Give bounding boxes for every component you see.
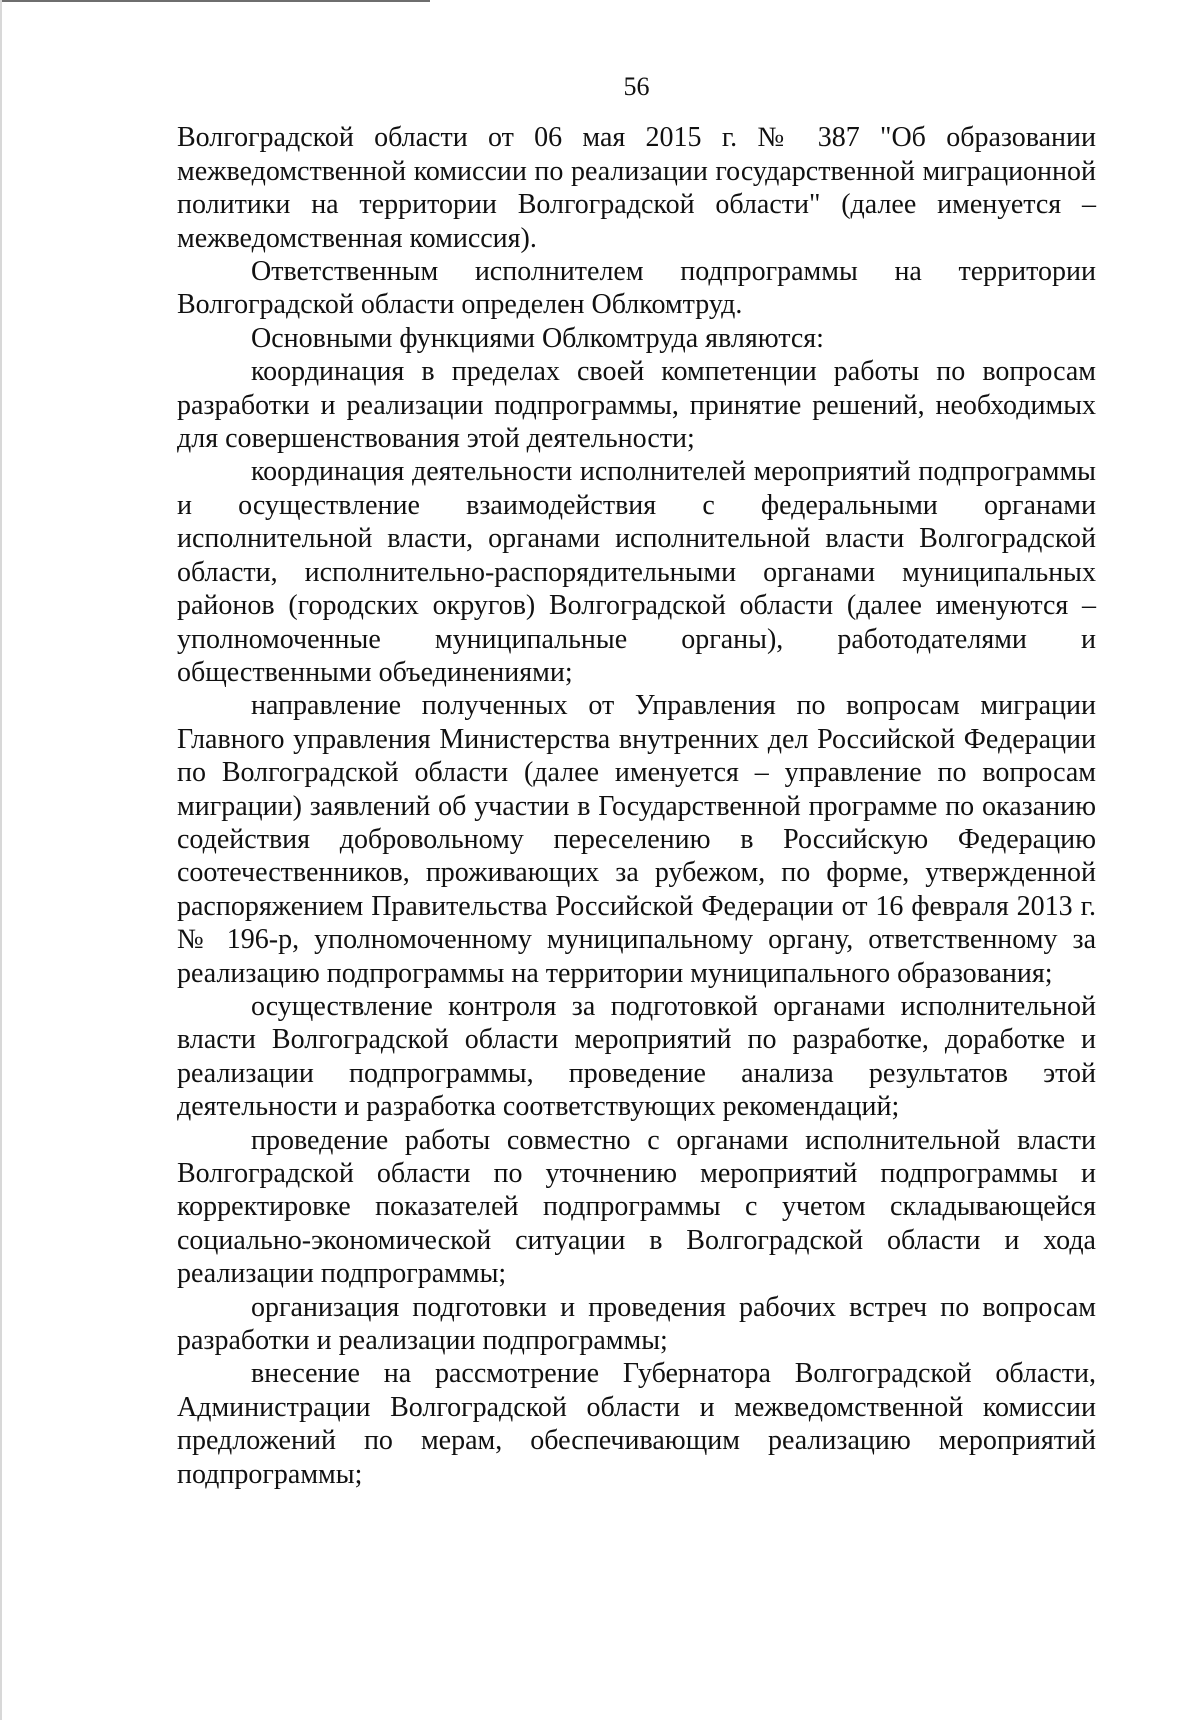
- paragraph-function-coordination-executors: координация деятельности исполнителей мероприятий подпрограммы и осуществление взаимодействия с федеральными органами исполнительной власти, органами исполнительной власти Волгоградской области, исполнительно-распорядительными органами муниципальных районов (городских округов) Волгоградской области (далее именуются – уполномоченные муниципальные органы), работодателями и общественными объединениями;: [177, 456, 1096, 688]
- document-page: [177, 56, 1096, 1491]
- scan-left-edge: [0, 0, 2, 1720]
- paragraph-function-forwarding-applications: направление полученных от Управления по вопросам миграции Главного управления Министерства внутренних дел Российской Федерации по Волгоградской области (далее именуется – управление по вопросам миграции) заявлений об участии в Государственной программе по оказанию содействия добровольному переселению в Российскую Федерацию соотечественников, проживающих за рубежом, по форме, утвержденной распоряжением Правительства Российской Федерации от 16 февраля 2013 г. № 196-р, уполномоченному муниципальному органу, ответственному за реализацию подпрограммы на территории муниципального образования;: [177, 690, 1096, 989]
- paragraph-function-coordination-competence: координация в пределах своей компетенции работы по вопросам разработки и реализации подпрограммы, принятие решений, необходимых для совершенствования этой деятельности;: [177, 356, 1096, 455]
- paragraph-function-control: осуществление контроля за подготовкой органами исполнительной власти Волгоградской области мероприятий по разработке, доработке и реализации подпрограммы, проведение анализа результатов этой деятельности и разработка соответствующих рекомендаций;: [177, 990, 1096, 1123]
- paragraph-commission-reference: Волгоградской области от 06 мая 2015 г. № 387 "Об образовании межведомственной комиссии по реализации государственной миграционной политики на территории Волгоградской области" (далее именуется – межведомственная комиссия).: [177, 122, 1096, 254]
- paragraph-function-proposals: внесение на рассмотрение Губернатора Волгоградской области, Администрации Волгоградской области и межведомственной комиссии предложений по мерам, обеспечивающим реализацию мероприятий подпрограммы;: [177, 1358, 1096, 1490]
- paragraph-responsible-executor: Ответственным исполнителем подпрограммы на территории Волгоградской области определен Облкомтруд.: [177, 256, 1096, 321]
- page-number: 56: [623, 72, 650, 101]
- scan-top-border: [0, 0, 430, 2]
- paragraph-main-functions-heading: Основными функциями Облкомтруда являются:: [251, 322, 824, 354]
- paragraph-function-joint-work: проведение работы совместно с органами исполнительной власти Волгоградской области по уточнению мероприятий подпрограммы и корректировке показателей подпрограммы с учетом складывающейся социально-экономической ситуации в Волгоградской области и хода реализации подпрограммы;: [177, 1124, 1096, 1290]
- paragraph-function-working-meetings: организация подготовки и проведения рабочих встреч по вопросам разработки и реализации подпрограммы;: [177, 1291, 1096, 1357]
